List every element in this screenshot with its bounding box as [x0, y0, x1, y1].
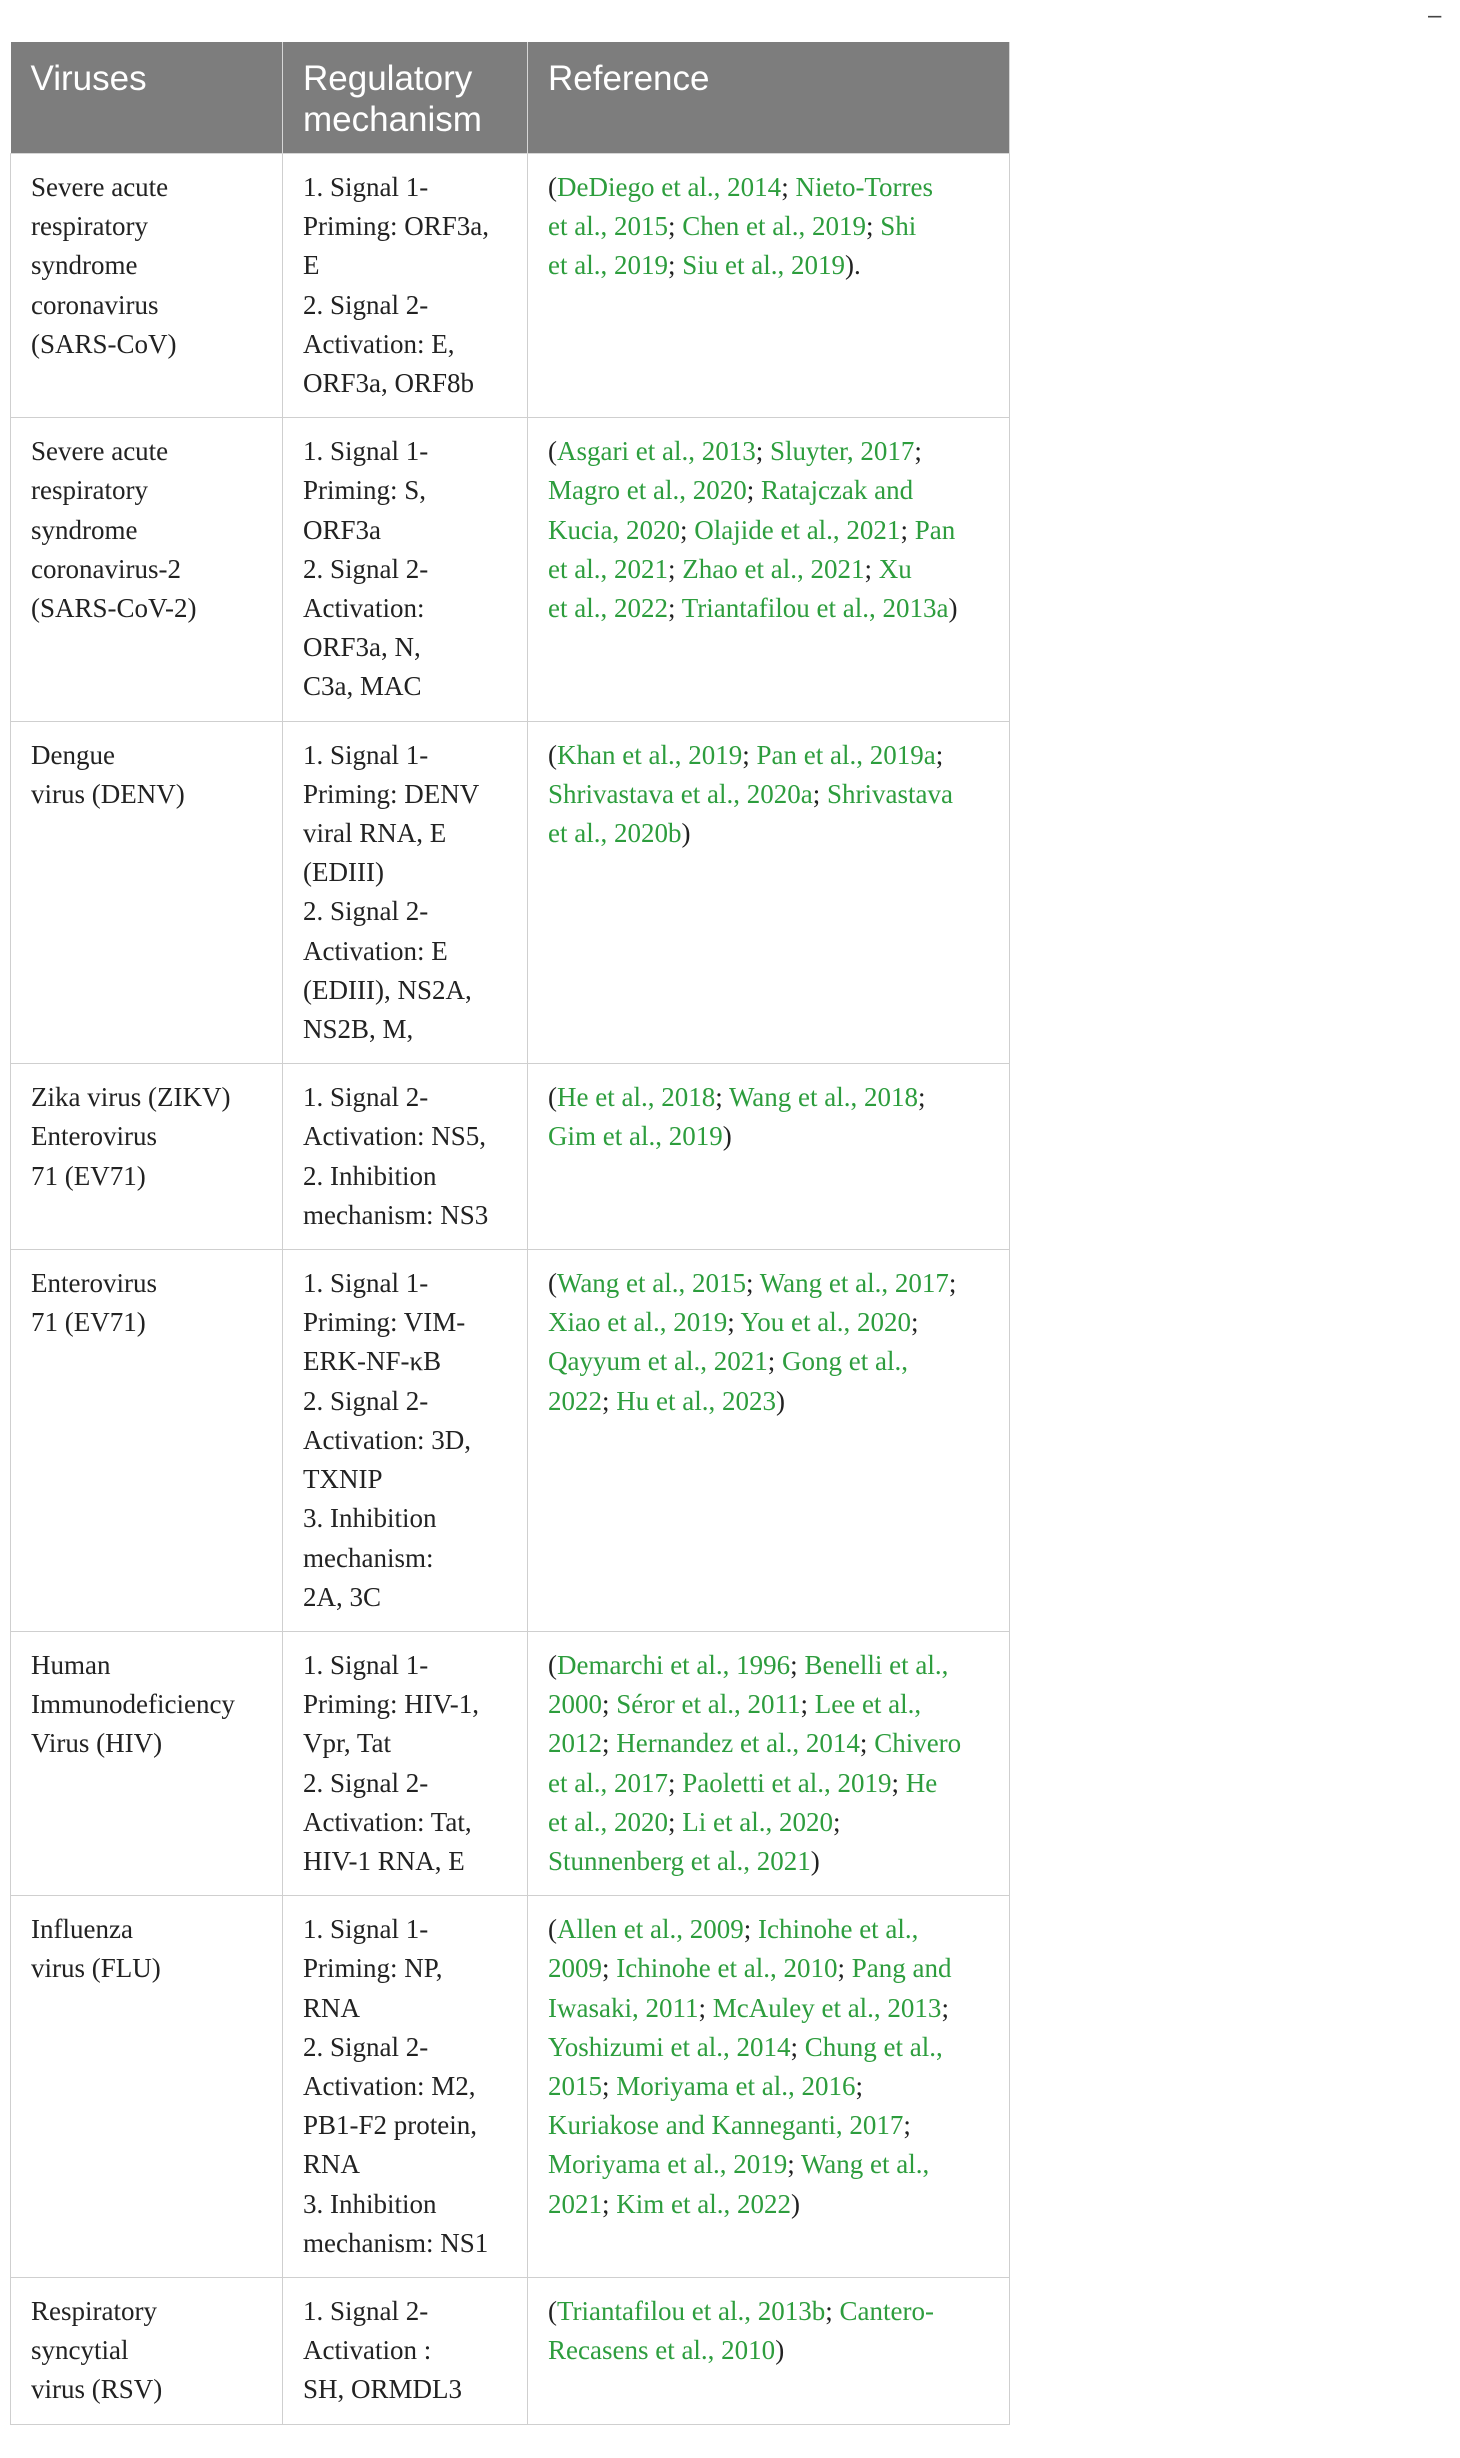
table-header-row [11, 42, 1010, 154]
table-row [11, 1250, 1010, 1632]
virus-cell: Severe acute respiratory syndrome coronavirus (SARS-CoV) [11, 154, 283, 418]
table-row [11, 418, 1010, 721]
virus-regulation-table [10, 42, 1010, 2425]
mechanism-cell: 1. Signal 1- Priming: NP, RNA 2. Signal 2- Activation: M2, PB1-F2 protein, RNA 3. Inhibition mechanism: NS1 [283, 1896, 528, 2278]
virus-cell: Influenza virus (FLU) [11, 1896, 283, 2278]
reference-cell[interactable]: (He et al., 2018; Wang et al., 2018; Gim et al., 2019) [528, 1064, 1010, 1250]
table-row [11, 1631, 1010, 1895]
table-row [11, 721, 1010, 1064]
virus-cell: Dengue virus (DENV) [11, 721, 283, 1064]
reference-cell[interactable]: (Asgari et al., 2013; Sluyter, 2017; Magro et al., 2020; Ratajczak and Kucia, 2020; Olajide et al., 2021; Pan et al., 2021; Zhao et al., 2021; Xu et al., 2022; Triantafilou et al., 2013a) [528, 418, 1010, 721]
reference-cell[interactable]: (Khan et al., 2019; Pan et al., 2019a; Shrivastava et al., 2020a; Shrivastava et al., 2020b) [528, 721, 1010, 1064]
virus-cell: Zika virus (ZIKV) Enterovirus 71 (EV71) [11, 1064, 283, 1250]
header-regulatory-mechanism: Regulatory mechanism [283, 42, 528, 154]
mechanism-cell: 1. Signal 1- Priming: S, ORF3a 2. Signal 2- Activation: ORF3a, N, C3a, MAC [283, 418, 528, 721]
reference-cell[interactable]: (Allen et al., 2009; Ichinohe et al., 2009; Ichinohe et al., 2010; Pang and Iwasaki, 2011; McAuley et al., 2013; Yoshizumi et al., 2014; Chung et al., 2015; Moriyama et al., 2016; Kuriakose and Kanneganti, 2017; Moriyama et al., 2019; Wang et al., 2021; Kim et al., 2022) [528, 1896, 1010, 2278]
table-body [11, 154, 1010, 2425]
reference-cell[interactable]: (Triantafilou et al., 2013b; Cantero- Recasens et al., 2010) [528, 2277, 1010, 2424]
reference-cell[interactable]: (Demarchi et al., 1996; Benelli et al., 2000; Séror et al., 2011; Lee et al., 2012; Hernandez et al., 2014; Chivero et al., 2017; Paoletti et al., 2019; He et al., 2020; Li et al., 2020; Stunnenberg et al., 2021) [528, 1631, 1010, 1895]
corner-dash-mark: – [1428, 2, 1442, 29]
table-row [11, 1896, 1010, 2278]
mechanism-cell: 1. Signal 1- Priming: VIM- ERK-NF-κB 2. Signal 2- Activation: 3D, TXNIP 3. Inhibition mechanism: 2A, 3C [283, 1250, 528, 1632]
header-reference: Reference [528, 42, 1010, 154]
mechanism-cell: 1. Signal 1- Priming: ORF3a, E 2. Signal 2- Activation: E, ORF3a, ORF8b [283, 154, 528, 418]
table-row [11, 154, 1010, 418]
mechanism-cell: 1. Signal 2- Activation: NS5, 2. Inhibition mechanism: NS3 [283, 1064, 528, 1250]
reference-cell[interactable]: (DeDiego et al., 2014; Nieto-Torres et al., 2015; Chen et al., 2019; Shi et al., 2019; Siu et al., 2019). [528, 154, 1010, 418]
virus-cell: Respiratory syncytial virus (RSV) [11, 2277, 283, 2424]
virus-cell: Severe acute respiratory syndrome coronavirus-2 (SARS-CoV-2) [11, 418, 283, 721]
mechanism-cell: 1. Signal 1- Priming: DENV viral RNA, E (EDIII) 2. Signal 2- Activation: E (EDIII), NS2A, NS2B, M, [283, 721, 528, 1064]
header-viruses: Viruses [11, 42, 283, 154]
virus-cell: Human Immunodeficiency Virus (HIV) [11, 1631, 283, 1895]
table-row [11, 1064, 1010, 1250]
table-row [11, 2277, 1010, 2424]
reference-cell[interactable]: (Wang et al., 2015; Wang et al., 2017; Xiao et al., 2019; You et al., 2020; Qayyum et al., 2021; Gong et al., 2022; Hu et al., 2023) [528, 1250, 1010, 1632]
mechanism-cell: 1. Signal 2- Activation : SH, ORMDL3 [283, 2277, 528, 2424]
mechanism-cell: 1. Signal 1- Priming: HIV-1, Vpr, Tat 2. Signal 2- Activation: Tat, HIV-1 RNA, E [283, 1631, 528, 1895]
virus-cell: Enterovirus 71 (EV71) [11, 1250, 283, 1632]
